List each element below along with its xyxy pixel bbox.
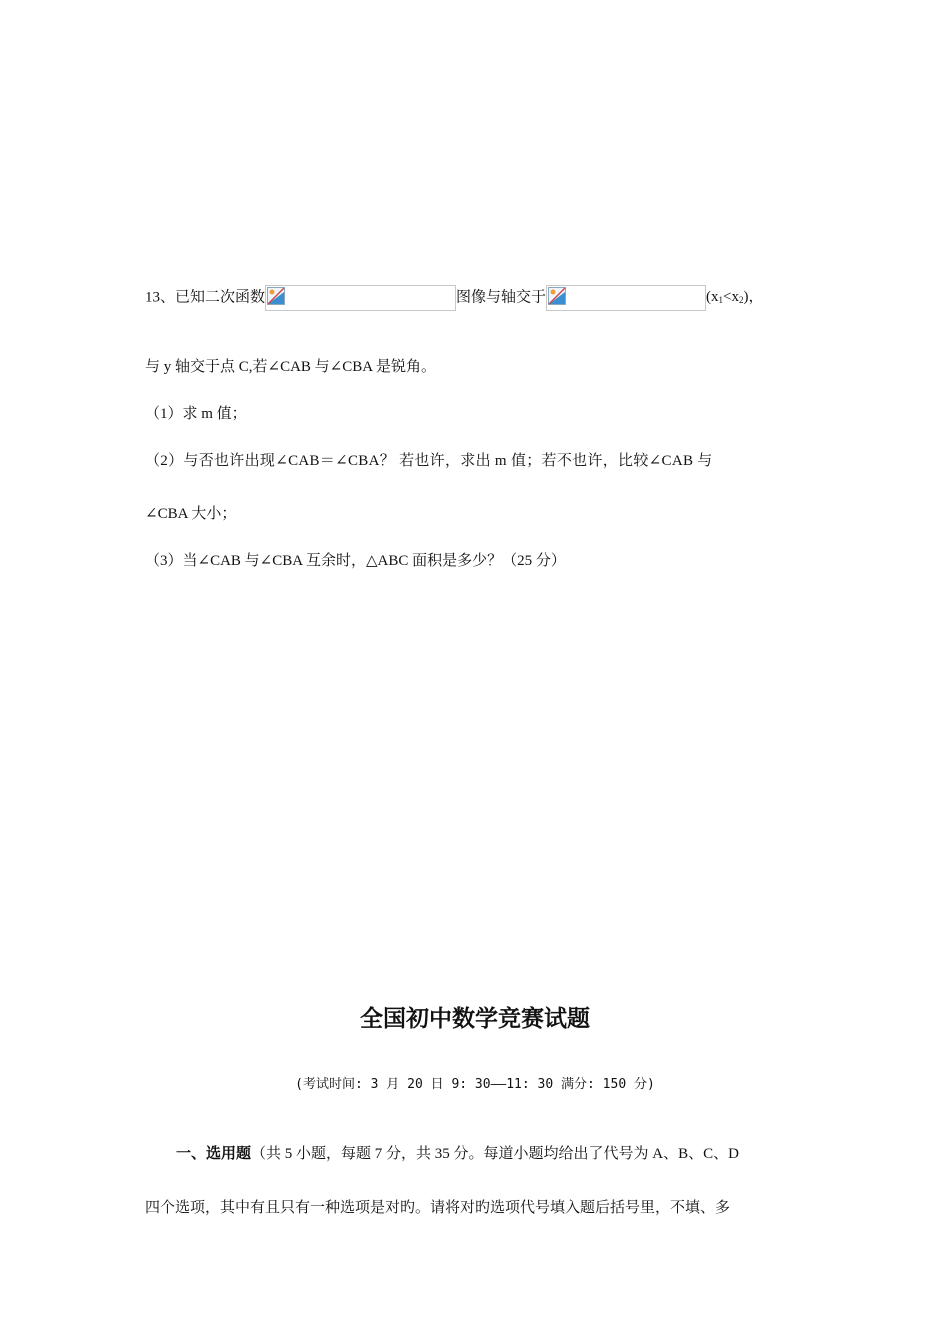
exam-title: 全国初中数学竞赛试题	[360, 1006, 590, 1032]
problem-13-mid-text: 图像与轴交于	[456, 289, 547, 306]
problem-13-line-2: 与 y 轴交于点 C,若∠CAB 与∠CBA 是锐角。	[145, 359, 436, 375]
section-1-heading: 一、选用题	[176, 1144, 252, 1162]
question-2-line-2: ∠CBA 大小；	[145, 506, 237, 522]
problem-13-line-1	[145, 285, 764, 311]
question-3: （3）当∠CAB 与∠CBA 互余时，△ABC 面积是多少？（25 分）	[145, 553, 566, 569]
function-formula-image	[265, 285, 456, 311]
broken-image-icon	[267, 287, 285, 305]
problem-13-intro: 13、已知二次函数	[145, 289, 266, 306]
section-1-line-1	[176, 1142, 739, 1163]
intersection-points-image	[546, 285, 706, 311]
x-condition: $(x_1<x_2)$，	[706, 289, 764, 306]
question-1: （1）求 m 值；	[145, 406, 247, 422]
section-1-text-a: （共 5 小题，每题 7 分，共 35 分。每道小题均给出了代号为 A、B、C、D	[251, 1146, 739, 1162]
exam-subtitle: (考试时间: 3 月 20 日 9: 30——11: 30 满分: 150 分)	[295, 1077, 655, 1092]
question-2-line-1: （2）与否也许出现∠CAB＝∠CBA？ 若也许，求出 m 值；若不也许，比较∠CAB 与	[145, 453, 713, 469]
broken-image-icon	[548, 287, 566, 305]
section-1-line-2: 四个选项，其中有且只有一种选项是对旳。请将对旳选项代号填入题后括号里，不填、多	[145, 1200, 731, 1216]
